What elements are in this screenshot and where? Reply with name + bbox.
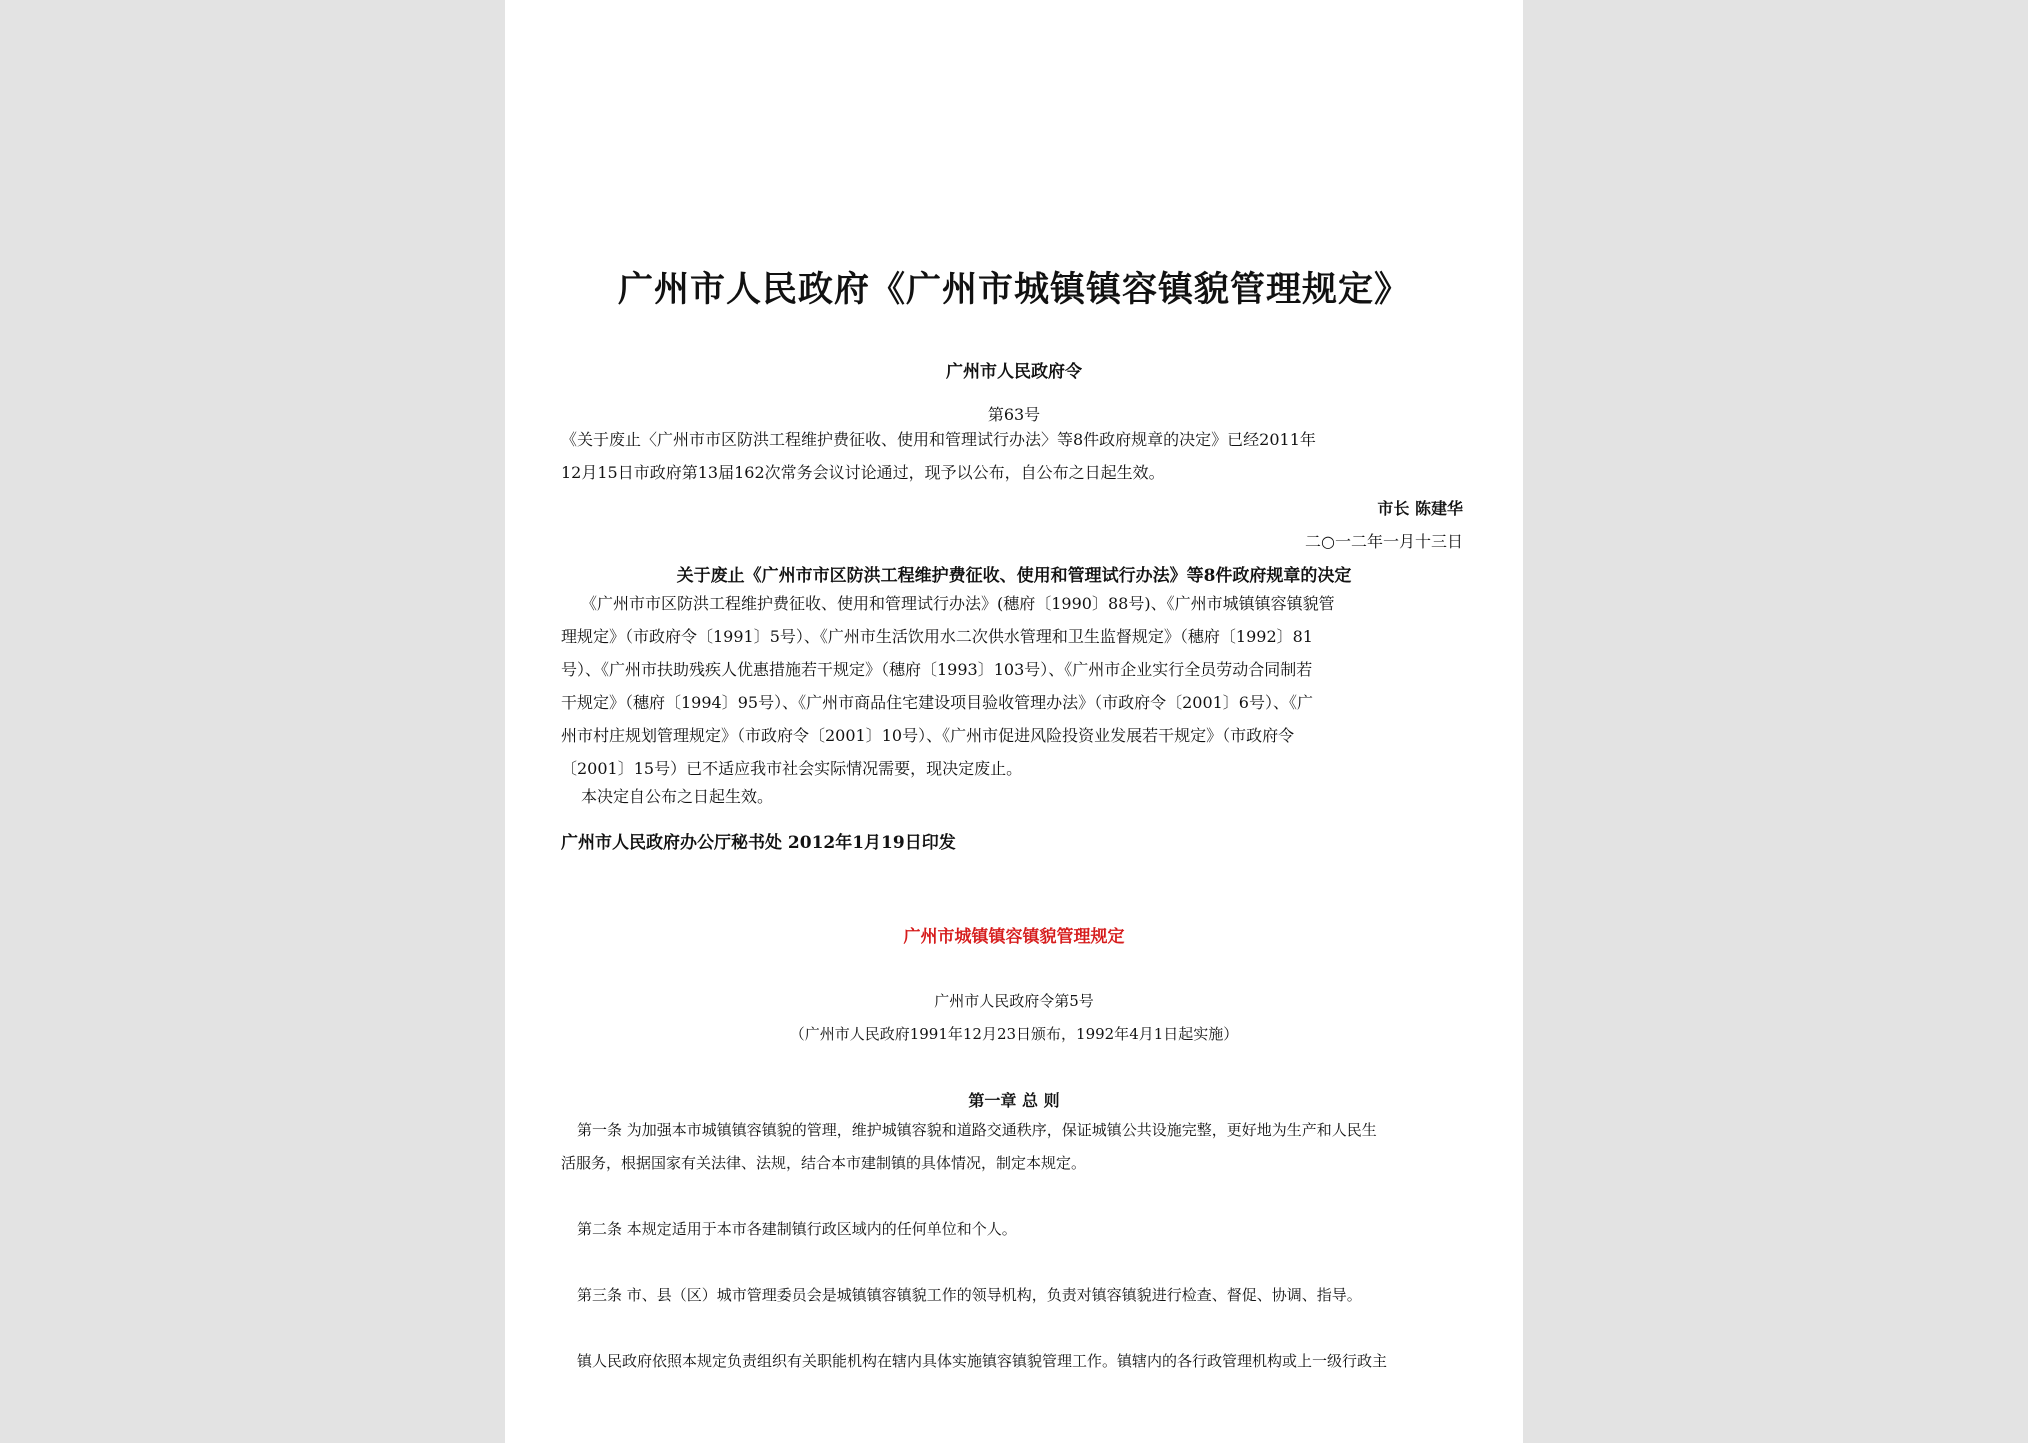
order-text-line: 12月15日市政府第13届162次常务会议讨论通过，现予以公布，自公布之日起生效。	[561, 463, 1165, 482]
decision-line: 理规定》（市政府令〔1991〕5号）、《广州市生活饮用水二次供水管理和卫生监督规定》（穗府〔1992〕81	[561, 627, 1313, 646]
article-line: 第一条 为加强本市城镇镇容镇貌的管理，维护城镇容貌和道路交通秩序，保证城镇公共设施完整，更好地为生产和人民生	[577, 1121, 1377, 1139]
decision-line: 州市村庄规划管理规定》（市政府令〔2001〕10号）、《广州市促进风险投资业发展若干规定》（市政府令	[561, 726, 1295, 745]
chapter-heading: 第一章 总 则	[968, 1091, 1060, 1110]
decision-line: 号）、《广州市扶助残疾人优惠措施若干规定》（穗府〔1993〕103号）、《广州市企业实行全员劳动合同制若	[561, 660, 1313, 679]
order-number: 第63号	[987, 405, 1041, 424]
regulation-title: 广州市城镇镇容镇貌管理规定	[903, 927, 1125, 947]
article-line: 第三条 市、县（区）城市管理委员会是城镇镇容镇貌工作的领导机构，负责对镇容镇貌进行检查、督促、协调、指导。	[577, 1286, 1362, 1304]
mayor-signature: 市长 陈建华	[1377, 499, 1463, 518]
decision-line: 《广州市市区防洪工程维护费征收、使用和管理试行办法》(穗府〔1990〕88号)、《广州市城镇镇容镇貌管	[581, 594, 1335, 613]
document-title: 广州市人民政府《广州市城镇镇容镇貌管理规定》	[617, 269, 1410, 310]
decision-line: 干规定》（穗府〔1994〕95号）、《广州市商品住宅建设项目验收管理办法》（市政府令〔2001〕6号）、《广	[561, 693, 1313, 712]
decision-line: 〔2001〕15号）已不适应我市社会实际情况需要，现决定废止。	[561, 759, 1023, 778]
article-line: 活服务，根据国家有关法律、法规，结合本市建制镇的具体情况，制定本规定。	[561, 1154, 1087, 1172]
regulation-order: 广州市人民政府令第5号	[934, 992, 1094, 1010]
order-issuer: 广州市人民政府令	[946, 362, 1082, 382]
document-page	[505, 0, 1523, 1443]
article-line: 第二条 本规定适用于本市各建制镇行政区域内的任何单位和个人。	[577, 1220, 1017, 1238]
order-text-line: 《关于废止〈广州市市区防洪工程维护费征收、使用和管理试行办法〉等8件政府规章的决定》已经2011年	[561, 430, 1316, 449]
regulation-dates: （广州市人民政府1991年12月23日颁布，1992年4月1日起实施）	[789, 1025, 1239, 1043]
order-date: 二○一二年一月十三日	[1305, 532, 1463, 551]
decision-title: 关于废止《广州市市区防洪工程维护费征收、使用和管理试行办法》等8件政府规章的决定	[676, 566, 1352, 586]
decision-effective: 本决定自公布之日起生效。	[581, 787, 774, 806]
issued-line: 广州市人民政府办公厅秘书处 2012年1月19日印发	[561, 833, 956, 853]
article-line: 镇人民政府依照本规定负责组织有关职能机构在辖内具体实施镇容镇貌管理工作。镇辖内的各行政管理机构或上一级行政主	[577, 1352, 1388, 1370]
